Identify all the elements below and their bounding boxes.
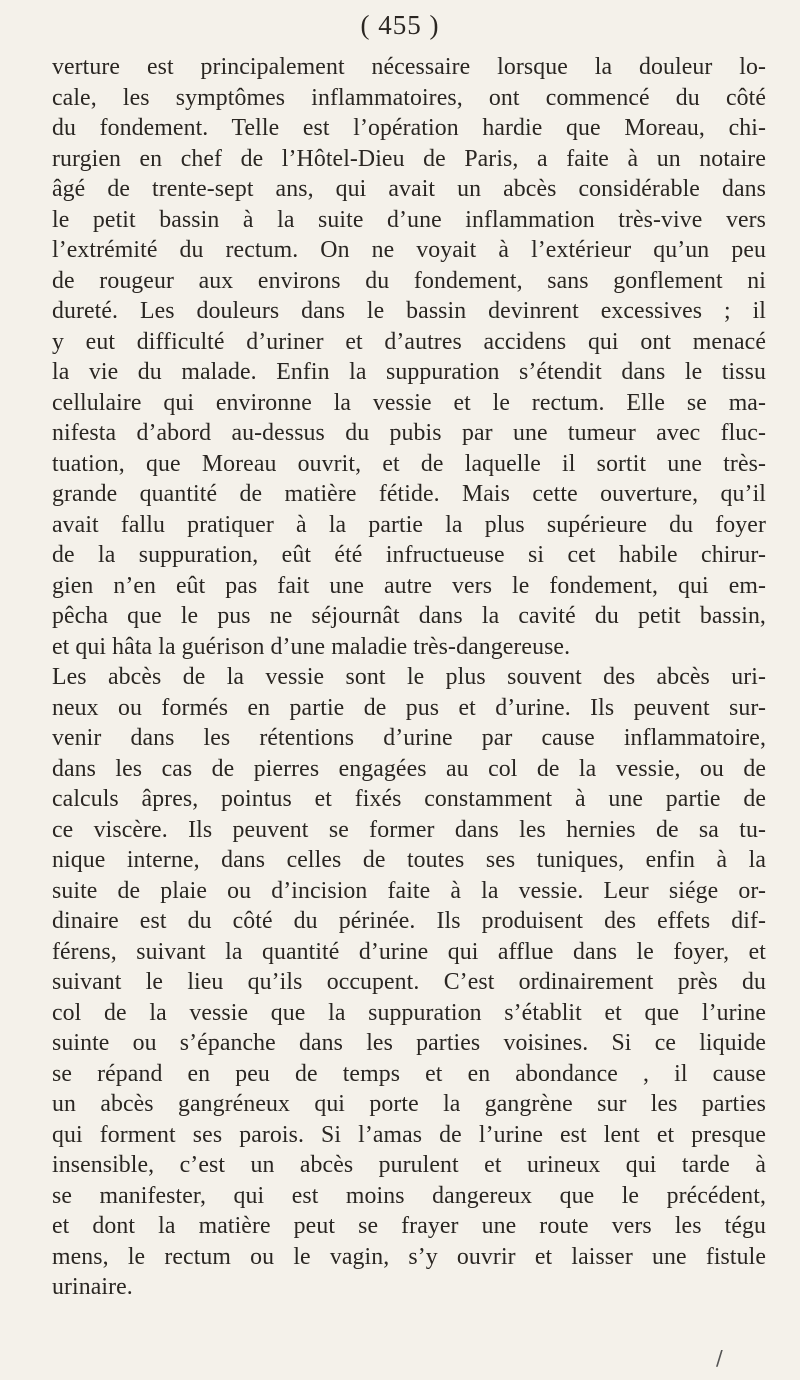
text-line: se manifester, qui est moins dangereux que le précédent,	[52, 1182, 766, 1209]
text-line: du fondement. Telle est l’opération hardie que Moreau, chi-	[52, 115, 766, 141]
text-line: l’extrémité du rectum. On ne voyait à l’extérieur qu’un peu	[52, 237, 766, 263]
text-line: le petit bassin à la suite d’une inflammation très-vive vers	[52, 206, 766, 233]
text-line: pêcha que le pus ne séjournât dans la cavité du petit bassin,	[52, 603, 766, 629]
text-line: cellulaire qui environne la vessie et le rectum. Elle se ma-	[52, 389, 766, 416]
text-line: suivant le lieu qu’ils occupent. C’est ordinairement près du	[52, 969, 766, 995]
text-line: Les abcès de la vessie sont le plus souvent des abcès uri-	[52, 664, 766, 690]
paragraph-end-line: et qui hâta la guérison d’une maladie très-dangereuse.	[52, 633, 571, 660]
text-line: se répand en peu de temps et en abondance , il cause	[52, 1060, 766, 1087]
text-line: grande quantité de matière fétide. Mais cette ouverture, qu’il	[52, 481, 766, 507]
page-number: ( 455 )	[360, 10, 440, 40]
text-line: dinaire est du côté du périnée. Ils produisent des effets dif-	[52, 908, 766, 934]
paragraph-end-line: urinaire.	[52, 1274, 133, 1300]
text-line: un abcès gangréneux qui porte la gangrène sur les parties	[52, 1091, 766, 1117]
text-line: de rougeur aux environs du fondement, sans gonflement ni	[52, 267, 766, 294]
text-line: ce viscère. Ils peuvent se former dans les hernies de sa tu-	[52, 816, 766, 843]
text-line: férens, suivant la quantité d’urine qui afflue dans le foyer, et	[52, 938, 766, 965]
text-line: insensible, c’est un abcès purulent et urineux qui tarde à	[52, 1152, 766, 1178]
text-line: tuation, que Moreau ouvrit, et de laquelle il sortit une très-	[52, 450, 766, 477]
text-line: la vie du malade. Enfin la suppuration s’étendit dans le tissu	[52, 359, 766, 385]
text-line: qui forment ses parois. Si l’amas de l’urine est lent et presque	[52, 1121, 766, 1148]
text-line: mens, le rectum ou le vagin, s’y ouvrir et laisser une fistule	[52, 1243, 766, 1270]
text-line: suinte ou s’épanche dans les parties voisines. Si ce liquide	[52, 1030, 766, 1056]
text-line: âgé de trente-sept ans, qui avait un abcès considérable dans	[52, 176, 766, 202]
stray-pen-mark: /	[716, 1346, 723, 1370]
text-line: venir dans les rétentions d’urine par cause inflammatoire,	[52, 725, 766, 751]
text-line: rurgien en chef de l’Hôtel-Dieu de Paris, a faite à un notaire	[52, 145, 766, 172]
text-line: y eut difficulté d’uriner et d’autres accidens qui ont menacé	[52, 328, 766, 355]
text-line: suite de plaie ou d’incision faite à la vessie. Leur siége or-	[52, 877, 766, 904]
body-text	[52, 52, 766, 1303]
text-line: gien n’en eût pas fait une autre vers le fondement, qui em-	[52, 572, 766, 599]
text-line: col de la vessie que la suppuration s’établit et que l’urine	[52, 999, 766, 1026]
text-line: nique interne, dans celles de toutes ses tuniques, enfin à la	[52, 847, 766, 873]
text-line: de la suppuration, eût été infructueuse si cet habile chirur-	[52, 542, 766, 568]
text-line: neux ou formés en partie de pus et d’urine. Ils peuvent sur-	[52, 694, 766, 721]
text-line: cale, les symptômes inflammatoires, ont commencé du côté	[52, 84, 766, 111]
text-line: dureté. Les douleurs dans le bassin devinrent excessives ; il	[52, 298, 766, 324]
text-line: nifesta d’abord au-dessus du pubis par une tumeur avec fluc-	[52, 420, 766, 446]
text-line: dans les cas de pierres engagées au col de la vessie, ou de	[52, 755, 766, 782]
text-line: avait fallu pratiquer à la partie la plus supérieure du foyer	[52, 511, 766, 538]
text-line: calculs âpres, pointus et fixés constamment à une partie de	[52, 786, 766, 812]
text-line: et dont la matière peut se frayer une route vers les tégu	[52, 1213, 766, 1239]
text-line: verture est principalement nécessaire lorsque la douleur lo-	[52, 54, 766, 80]
